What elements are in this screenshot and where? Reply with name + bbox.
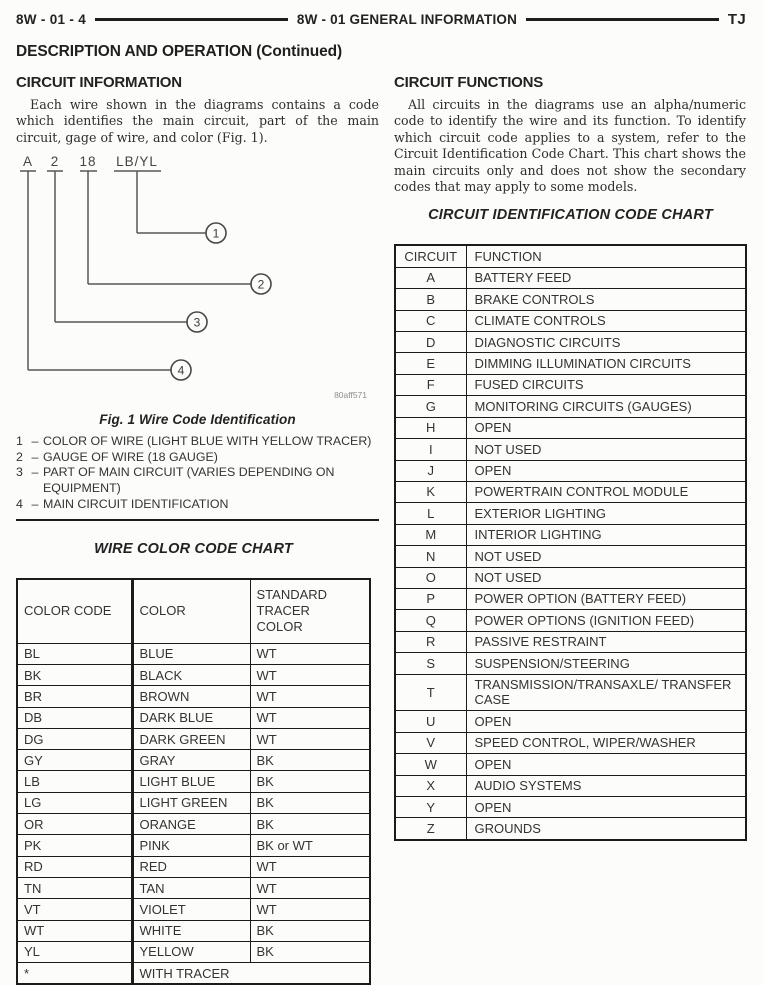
table-cell: NOT USED — [466, 546, 746, 567]
table-row — [395, 460, 746, 481]
header-rule-right — [526, 18, 719, 21]
column-divider-rule — [16, 519, 379, 521]
wire-color-code-table — [16, 578, 371, 985]
table-cell: R — [395, 631, 466, 652]
table-cell: ORANGE — [132, 814, 250, 835]
table-cell: BK — [17, 664, 132, 685]
table-cell: DIAGNOSTIC CIRCUITS — [466, 332, 746, 353]
legend-text: GAUGE OF WIRE (18 GAUGE) — [43, 449, 218, 464]
table-cell: GY — [17, 750, 132, 771]
table-row — [395, 289, 746, 310]
table-cell: BK — [250, 750, 370, 771]
table-cell: F — [395, 374, 466, 395]
table-cell: M — [395, 524, 466, 545]
table-cell: BLUE — [132, 643, 250, 664]
table-cell: PK — [17, 835, 132, 856]
table-cell: BRAKE CONTROLS — [466, 289, 746, 310]
callout-number: 1 — [212, 226, 220, 241]
table-cell: LIGHT BLUE — [132, 771, 250, 792]
callout-number: 4 — [177, 363, 185, 378]
table-cell: GRAY — [132, 750, 250, 771]
table-cell: POWERTRAIN CONTROL MODULE — [466, 481, 746, 502]
page-header — [16, 11, 746, 28]
table-cell: Q — [395, 610, 466, 631]
legend-number: 2 — [16, 449, 23, 464]
column-header: COLOR — [132, 579, 250, 643]
header-section-title: 8W - 01 GENERAL INFORMATION — [296, 12, 518, 27]
table-row — [395, 310, 746, 331]
column-header: STANDARD TRACER COLOR — [250, 579, 370, 643]
table-cell: BK or WT — [250, 835, 370, 856]
header-row — [395, 245, 746, 267]
table-cell: PINK — [132, 835, 250, 856]
table-cell: J — [395, 460, 466, 481]
table-row — [395, 610, 746, 631]
column-header: CIRCUIT — [395, 245, 466, 267]
legend-dash: – — [31, 465, 39, 480]
table-cell: BLACK — [132, 664, 250, 685]
table-cell: BK — [250, 941, 370, 962]
table-cell: WT — [250, 728, 370, 749]
callout-number: 3 — [193, 315, 201, 330]
table-cell: OPEN — [466, 460, 746, 481]
table-cell: N — [395, 546, 466, 567]
table-cell: G — [395, 396, 466, 417]
table-cell: P — [395, 588, 466, 609]
circuit-identification-table — [394, 244, 747, 840]
table-cell: W — [395, 754, 466, 775]
table-cell: YELLOW — [132, 941, 250, 962]
table-row — [395, 711, 746, 732]
table-cell: DIMMING ILLUMINATION CIRCUITS — [466, 353, 746, 374]
callout-1 — [206, 223, 226, 243]
table-cell: VT — [17, 899, 132, 920]
table-row — [17, 707, 370, 728]
column-header: FUNCTION — [466, 245, 746, 267]
table-cell: WITH TRACER — [132, 963, 370, 984]
table-row — [395, 674, 746, 711]
callout-number: 2 — [257, 277, 265, 292]
circuit-functions-paragraph: All circuits in the diagrams use an alpha/numeric code to identify the wire and its function. To identify which circuit code applies to a system, refer to the Circuit Identification Code Chart. This chart shows the main circuits only and does not show the secondary codes that may apply to some models. — [394, 97, 746, 195]
table-cell: S — [395, 653, 466, 674]
legend-text: MAIN CIRCUIT IDENTIFICATION — [43, 496, 229, 511]
table-cell: K — [395, 481, 466, 502]
table-row — [17, 664, 370, 685]
table-row — [395, 374, 746, 395]
wire-label-main-circuit: A — [22, 154, 34, 170]
table-row — [395, 732, 746, 753]
table-row — [395, 546, 746, 567]
legend-dash: – — [31, 496, 39, 511]
table-cell: BK — [250, 814, 370, 835]
wire-code-diagram — [16, 149, 379, 401]
table-cell: RED — [132, 856, 250, 877]
table-cell: POWER OPTION (BATTERY FEED) — [466, 588, 746, 609]
table-cell: OPEN — [466, 711, 746, 732]
table-cell: Z — [395, 818, 466, 840]
table-cell: AUDIO SYSTEMS — [466, 775, 746, 796]
table-cell: WT — [250, 686, 370, 707]
legend-text: COLOR OF WIRE (LIGHT BLUE WITH YELLOW TRACER) — [43, 434, 372, 449]
table-cell: BR — [17, 686, 132, 707]
table-row — [395, 631, 746, 652]
table-row — [395, 417, 746, 438]
wire-label-gauge: 18 — [79, 154, 97, 170]
table-cell: C — [395, 310, 466, 331]
table-row — [395, 353, 746, 374]
table-row — [395, 396, 746, 417]
table-row — [395, 267, 746, 288]
table-cell: WT — [250, 664, 370, 685]
table-cell: BROWN — [132, 686, 250, 707]
table-row — [395, 818, 746, 840]
table-cell: H — [395, 417, 466, 438]
table-row — [395, 481, 746, 502]
table-cell: LB — [17, 771, 132, 792]
table-cell: O — [395, 567, 466, 588]
table-row — [395, 439, 746, 460]
table-row — [395, 524, 746, 545]
table-cell: D — [395, 332, 466, 353]
table-row — [395, 332, 746, 353]
table-row — [17, 920, 370, 941]
table-cell: I — [395, 439, 466, 460]
table-cell: V — [395, 732, 466, 753]
circuit-functions-section — [394, 72, 746, 985]
table-cell: POWER OPTIONS (IGNITION FEED) — [466, 610, 746, 631]
table-row — [17, 899, 370, 920]
table-cell: WT — [250, 643, 370, 664]
table-cell: T — [395, 674, 466, 711]
legend-dash: – — [31, 449, 39, 464]
table-cell: VIOLET — [132, 899, 250, 920]
circuit-functions-heading: CIRCUIT FUNCTIONS — [394, 74, 544, 91]
table-cell: WT — [250, 707, 370, 728]
table-row — [17, 941, 370, 962]
table-row — [17, 728, 370, 749]
table-cell: E — [395, 353, 466, 374]
table-cell: DB — [17, 707, 132, 728]
table-cell: PASSIVE RESTRAINT — [466, 631, 746, 652]
legend-item — [16, 434, 379, 450]
table-row — [17, 814, 370, 835]
table-cell: INTERIOR LIGHTING — [466, 524, 746, 545]
diagram-lines — [20, 171, 251, 370]
legend-item — [16, 465, 379, 496]
table-row — [395, 588, 746, 609]
wire-code-figure — [16, 149, 379, 406]
table-cell: OR — [17, 814, 132, 835]
table-row — [395, 503, 746, 524]
table-cell: WT — [17, 920, 132, 941]
table-row — [395, 775, 746, 796]
table-cell: OPEN — [466, 797, 746, 818]
two-column-layout — [16, 72, 746, 985]
callout-4 — [171, 360, 191, 380]
table-cell: NOT USED — [466, 439, 746, 460]
table-cell: BATTERY FEED — [466, 267, 746, 288]
wire-color-chart-title: WIRE COLOR CODE CHART — [94, 541, 293, 558]
table-row — [17, 792, 370, 813]
table-row — [17, 686, 370, 707]
table-cell: YL — [17, 941, 132, 962]
legend-item — [16, 450, 379, 466]
callout-3 — [187, 312, 207, 332]
legend-number: 4 — [16, 496, 23, 511]
table-cell: * — [17, 963, 132, 984]
table-cell: FUSED CIRCUITS — [466, 374, 746, 395]
legend-item — [16, 497, 379, 513]
table-cell: EXTERIOR LIGHTING — [466, 503, 746, 524]
table-cell: BK — [250, 771, 370, 792]
table-row — [17, 963, 370, 984]
table-cell: BL — [17, 643, 132, 664]
legend-dash: – — [31, 434, 39, 449]
table-cell: LIGHT GREEN — [132, 792, 250, 813]
table-cell: DG — [17, 728, 132, 749]
column-header: COLOR CODE — [17, 579, 132, 643]
table-cell: LG — [17, 792, 132, 813]
table-cell: X — [395, 775, 466, 796]
circuit-information-heading: CIRCUIT INFORMATION — [16, 74, 182, 91]
table-cell: TAN — [132, 877, 250, 898]
legend-text: PART OF MAIN CIRCUIT (VARIES DEPENDING ON EQUIPMENT) — [43, 465, 335, 495]
table-cell: MONITORING CIRCUITS (GAUGES) — [466, 396, 746, 417]
table-row — [395, 653, 746, 674]
wire-label-color: LB/YL — [116, 154, 158, 170]
table-row — [17, 877, 370, 898]
table-cell: SUSPENSION/STEERING — [466, 653, 746, 674]
table-row — [17, 771, 370, 792]
header-rule-left — [95, 18, 288, 21]
table-cell: WT — [250, 856, 370, 877]
table-cell: OPEN — [466, 417, 746, 438]
figure-legend — [16, 434, 379, 512]
table-row — [395, 567, 746, 588]
legend-number: 1 — [16, 434, 23, 449]
circuit-id-chart-title: CIRCUIT IDENTIFICATION CODE CHART — [428, 207, 713, 224]
table-cell: NOT USED — [466, 567, 746, 588]
table-row — [17, 643, 370, 664]
table-cell: Y — [395, 797, 466, 818]
table-cell: L — [395, 503, 466, 524]
figure-code: 80aff571 — [334, 390, 367, 401]
table-cell: DARK GREEN — [132, 728, 250, 749]
table-row — [395, 754, 746, 775]
table-cell: A — [395, 267, 466, 288]
table-cell: TN — [17, 877, 132, 898]
callout-2 — [251, 274, 271, 294]
table-cell: CLIMATE CONTROLS — [466, 310, 746, 331]
figure-caption: Fig. 1 Wire Code Identification — [99, 412, 296, 428]
table-cell: WT — [250, 877, 370, 898]
table-cell: BK — [250, 792, 370, 813]
table-row — [17, 856, 370, 877]
table-cell: U — [395, 711, 466, 732]
table-cell: B — [395, 289, 466, 310]
table-cell: BK — [250, 920, 370, 941]
wire-label-circuit-part: 2 — [50, 154, 60, 170]
table-row — [395, 797, 746, 818]
table-cell: OPEN — [466, 754, 746, 775]
table-row — [17, 750, 370, 771]
circuit-information-section — [16, 72, 379, 985]
table-cell: WHITE — [132, 920, 250, 941]
table-cell: WT — [250, 899, 370, 920]
table-row — [17, 835, 370, 856]
page-number: 8W - 01 - 4 — [16, 12, 87, 27]
table-cell: RD — [17, 856, 132, 877]
header-row — [17, 579, 370, 643]
table-cell: GROUNDS — [466, 818, 746, 840]
vehicle-code: TJ — [727, 11, 747, 28]
circuit-information-paragraph: Each wire shown in the diagrams contains a code which identifies the main circuit, part of the main circuit, gage of wire, and color (Fig. 1). — [16, 97, 379, 145]
table-cell: TRANSMISSION/TRANSAXLE/ TRANSFER CASE — [466, 674, 746, 711]
table-cell: SPEED CONTROL, WIPER/WASHER — [466, 732, 746, 753]
table-cell: DARK BLUE — [132, 707, 250, 728]
legend-number: 3 — [16, 465, 23, 480]
page-title: DESCRIPTION AND OPERATION (Continued) — [16, 43, 343, 60]
